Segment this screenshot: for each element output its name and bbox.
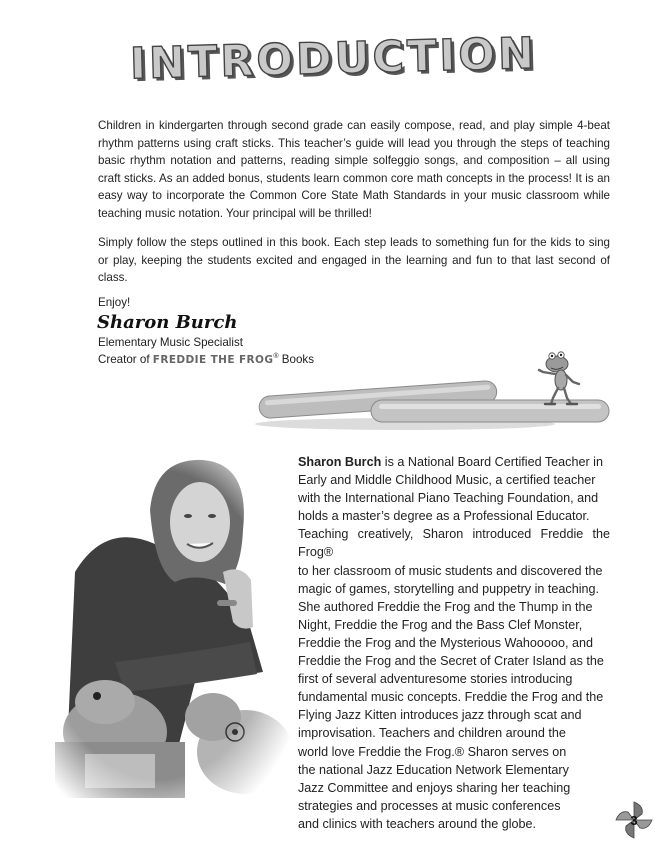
bio-line: magic of games, storytelling and puppetry in teaching.	[298, 581, 600, 596]
author-photo	[45, 452, 297, 798]
bio-line: Early and Middle Childhood Music, a certified teacher	[298, 473, 596, 488]
bio-line: Freddie the Frog and the Mysterious Wahooooo, and	[298, 635, 593, 650]
page-number: 3	[630, 813, 638, 828]
closing-text: Enjoy!	[98, 296, 131, 309]
bio-line: with the International Piano Teaching Foundation, and	[298, 491, 599, 506]
bio-line: first of several adventuresome stories introducing	[298, 672, 573, 687]
bio-line: world love Freddie the Frog.® Sharon serves on	[298, 744, 567, 759]
bio-line: the national Jazz Education Network Elementary	[298, 762, 569, 777]
bio-line: Freddie the Frog and the Secret of Crater Island as the	[298, 654, 604, 669]
author-role: Elementary Music Specialist	[98, 336, 243, 349]
bio-name: Sharon Burch	[298, 455, 382, 469]
bio-line: She authored Freddie the Frog and the Thump in the	[298, 599, 593, 614]
bio-line: to her classroom of music students and discovered the	[298, 563, 603, 578]
page-title: INTRODUCTION	[129, 28, 538, 90]
craft-sticks-frog-illustration	[255, 342, 615, 434]
bio-line: Teaching creatively, Sharon introduced Freddie the Frog®	[298, 527, 610, 560]
creator-suffix: Books	[281, 353, 315, 366]
bio-line: Flying Jazz Kitten introduces jazz through scat and	[298, 708, 582, 723]
bio-line: holds a master’s degree as a Professional Educator.	[298, 509, 590, 524]
creator-prefix: Creator of	[98, 353, 150, 366]
bio-line: Jazz Committee and enjoys sharing her teaching	[298, 780, 571, 795]
signature: Sharon Burch	[97, 312, 238, 333]
page-number-badge	[614, 800, 654, 840]
bio-line: and clinics with teachers around the globe.	[298, 816, 537, 831]
intro-paragraph-1: Children in kindergarten through second grade can easily compose, read, and play simple 4-beat rhythm patterns using craft sticks. This teacher’s guide will lead you through the steps of teaching basic rhythm notation and patterns, reading simple solfeggio songs, and composition – all using craft sticks. As an added bonus, students learn common core math concepts in the process! It is an easy way to incorporate the Common Core State Math Standards in your music classroom while teaching music notation. Your principal will be thrilled!	[98, 119, 610, 220]
registered-mark: ®	[273, 353, 279, 361]
bio-line: improvisation. Teachers and children around the	[298, 726, 566, 741]
frog-icon	[539, 352, 579, 404]
bio-line: Night, Freddie the Frog and the Bass Clef Monster,	[298, 617, 583, 632]
author-bio	[298, 453, 610, 833]
bio-line: Sharon Burch is a National Board Certified Teacher in	[298, 455, 603, 469]
intro-paragraph-2: Simply follow the steps outlined in this book. Each step leads to something fun for the kids to sing or play, keeping the students excited and engaged in the learning and fun to that last second of class.	[98, 236, 610, 285]
brand-name: FREDDIE THE FROG	[152, 354, 274, 366]
bio-line: fundamental music concepts. Freddie the Frog and the	[298, 690, 604, 705]
bio-line: strategies and processes at music conferences	[298, 798, 561, 813]
